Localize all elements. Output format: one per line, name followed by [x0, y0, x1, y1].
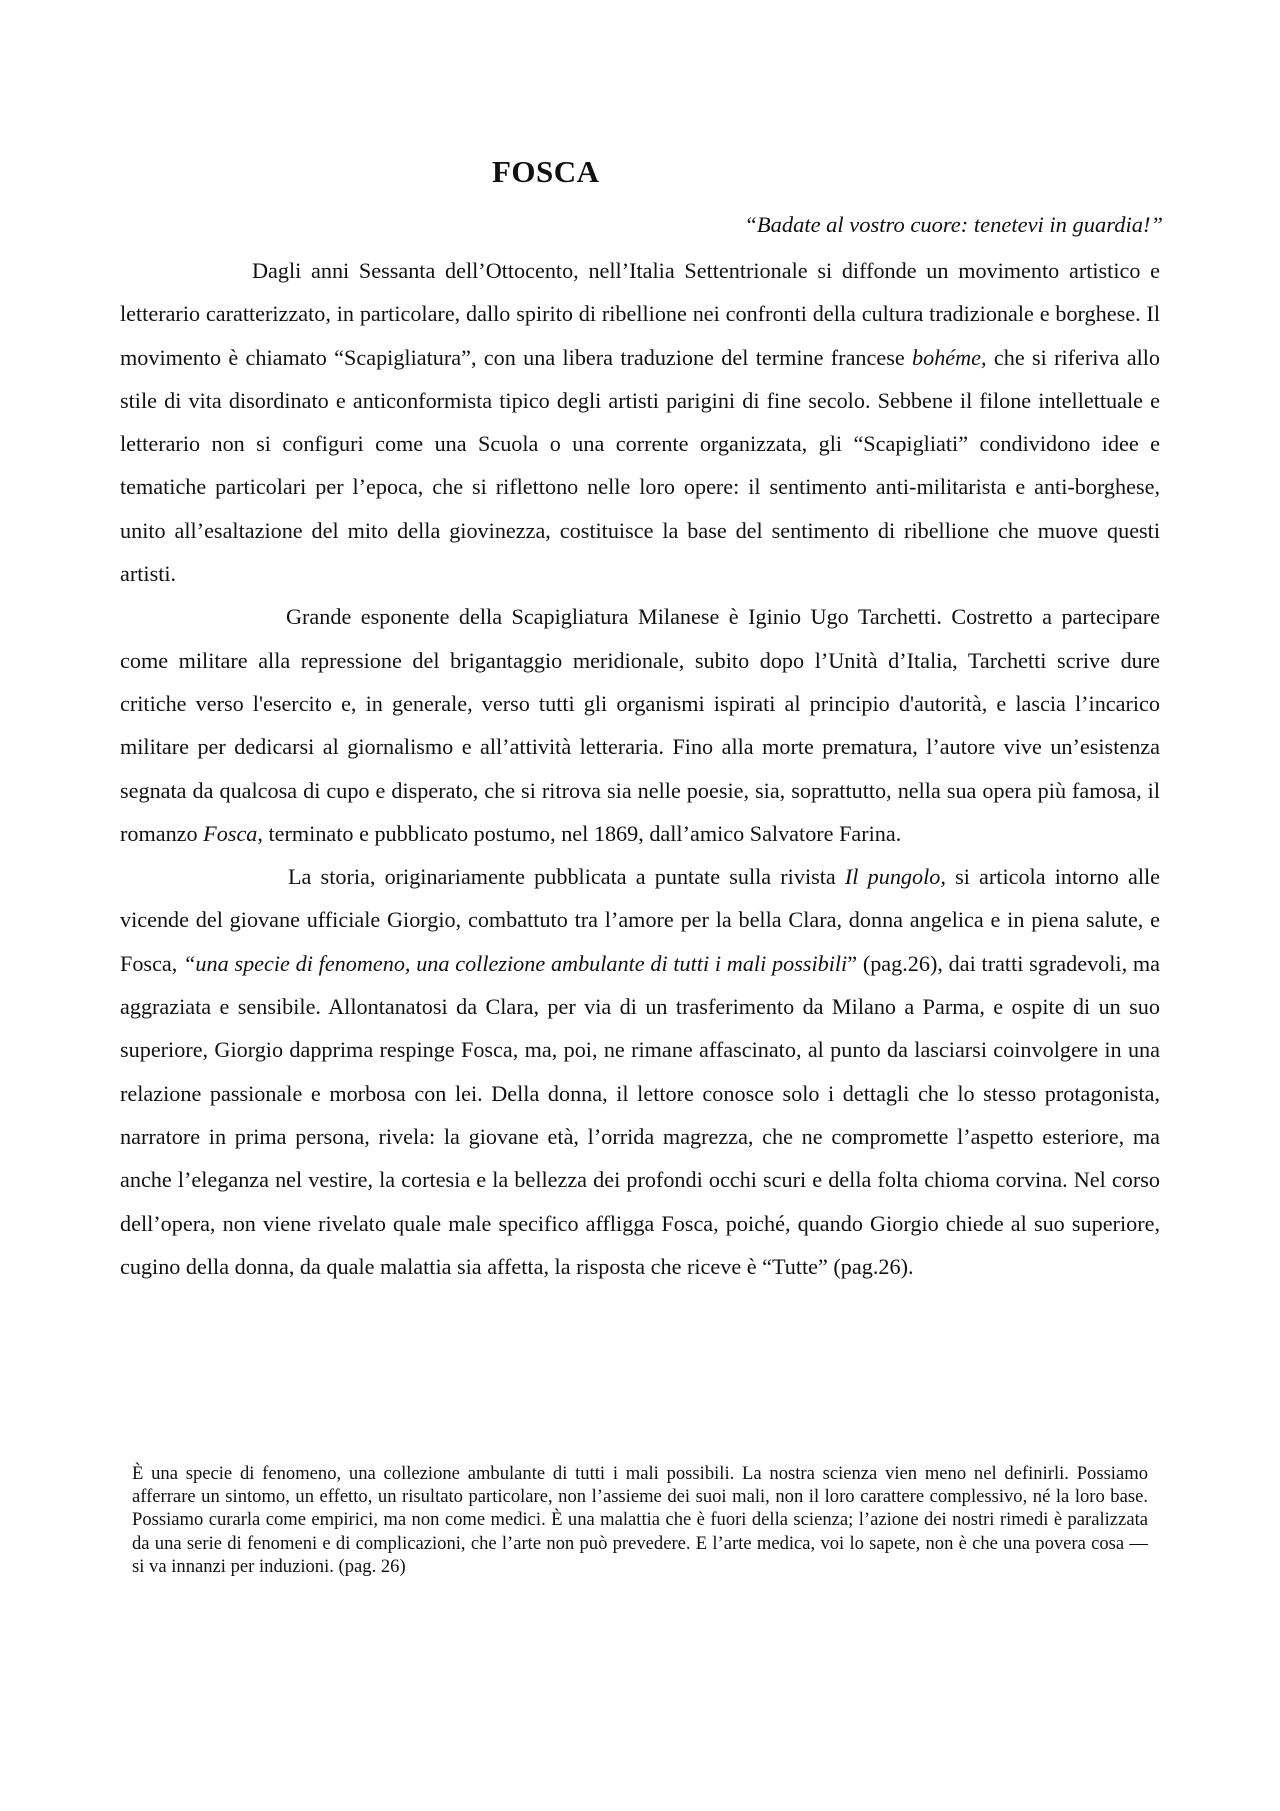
paragraph-scapigliatura — [120, 249, 1160, 595]
paragraph-storia — [120, 855, 1160, 1288]
text-segment-italic: Il pungolo, — [844, 864, 946, 890]
body-text — [120, 249, 1160, 1288]
text-segment: La storia, originariamente pubblicata a puntate sulla rivista — [288, 864, 845, 890]
text-segment: che si riferiva allo stile di vita disordinato e anticonformista tipico degli artisti parigini di fine secolo. Sebbene il filone intellettuale e letterario non si configuri come una Scuola o una corrente organizzata, gli “Scapigliati” condividono idee e tematiche particolari per l’epoca, che si riflettono nelle loro opere: il sentimento anti-militarista e anti-borghese, unito all’esaltazione del mito della giovinezza, costituisce la base del sentimento di ribellione che muove questi artisti. — [120, 344, 1160, 587]
epigraph-quote: “Badate al vostro cuore: tenetevi in guardia!” — [744, 212, 1163, 237]
footnote-quote: È una specie di fenomeno, una collezione ambulante di tutti i mali possibili. La nostra scienza vien meno nel definirli. Possiamo afferrare un sintomo, un effetto, un risultato particolare, non l’assieme dei suoi mali, non il loro carattere complessivo, né la loro base. Possiamo curarla come empirici, ma non come medici. È una malattia che è fuori della scienza; l’azione dei nostri rimedi è paralizzata da una serie di fenomeni e di complicazioni, che l’arte non può prevedere. E l’arte medica, voi lo sapete, non è che una povera cosa — si va innanzi per induzioni. (pag. 26) — [132, 1463, 1148, 1577]
text-segment: si articola intorno alle vicende del giovane ufficiale Giorgio, combattuto tra l’amore per la bella Clara, donna angelica e in piena salute, e Fosca, — [120, 864, 1161, 976]
paragraph-tarchetti — [120, 595, 1160, 855]
text-segment: Dagli anni Sessanta dell’Ottocento, nell’Italia Settentrionale si diffonde un movimento artistico e letterario caratterizzato, in particolare, dallo spirito di ribellione nei confronti della cultura tradizionale e borghese. Il movimento è chiamato “Scapigliatura”, con una libera traduzione del termine francese — [120, 258, 1160, 370]
text-segment: Grande esponente della Scapigliatura Milanese è Iginio Ugo Tarchetti. Costretto a partecipare come militare alla repressione del brigantaggio meridionale, subito dopo l’Unità d’Italia, Tarchetti scrive dure critiche verso l'esercito e, in generale, verso tutti gli organismi ispirati al principio d'autorità, e lascia l’incarico militare per dedicarsi al giornalismo e all’attività letteraria. Fino alla morte prematura, l’autore vive un’esistenza segnata da qualcosa di cupo e disperato, che si ritrova sia nelle poesie, sia, soprattutto, nella sua opera più famosa, il romanzo — [120, 604, 1160, 846]
text-segment: , terminato e pubblicato postumo, nel 1869, dall’amico Salvatore Farina. — [257, 820, 902, 846]
text-segment-italic: Fosca — [203, 820, 258, 846]
page-title: FOSCA — [492, 154, 600, 189]
text-segment: ” (pag.26), dai tratti sgradevoli, ma aggraziata e sensibile. Allontanatosi da Clara, per via di un trasferimento da Milano a Parma, e ospite di un suo superiore, Giorgio dapprima respinge Fosca, ma, poi, ne rimane affascinato, al punto da lasciarsi coinvolgere in una relazione passionale e morbosa con lei. Della donna, il lettore conosce solo i dettagli che lo stesso protagonista, narratore in prima persona, rivela: la giovane età, l’orrida magrezza, che ne compromette l’aspetto esteriore, ma anche l’eleganza nel vestire, la cortesia e la bellezza dei profondi occhi scuri e della folta chioma corvina. Nel corso dell’opera, non viene rivelato quale male specifico affligga Fosca, poiché, quando Giorgio chiede al suo superiore, cugino della donna, da quale malattia sia affetta, la risposta che riceve è “Tutte” (pag.26). — [120, 950, 1160, 1279]
text-segment-italic: “una specie di fenomeno, una collezione ambulante di tutti i mali possibili — [183, 950, 848, 976]
text-segment-italic: bohéme, — [912, 344, 987, 370]
